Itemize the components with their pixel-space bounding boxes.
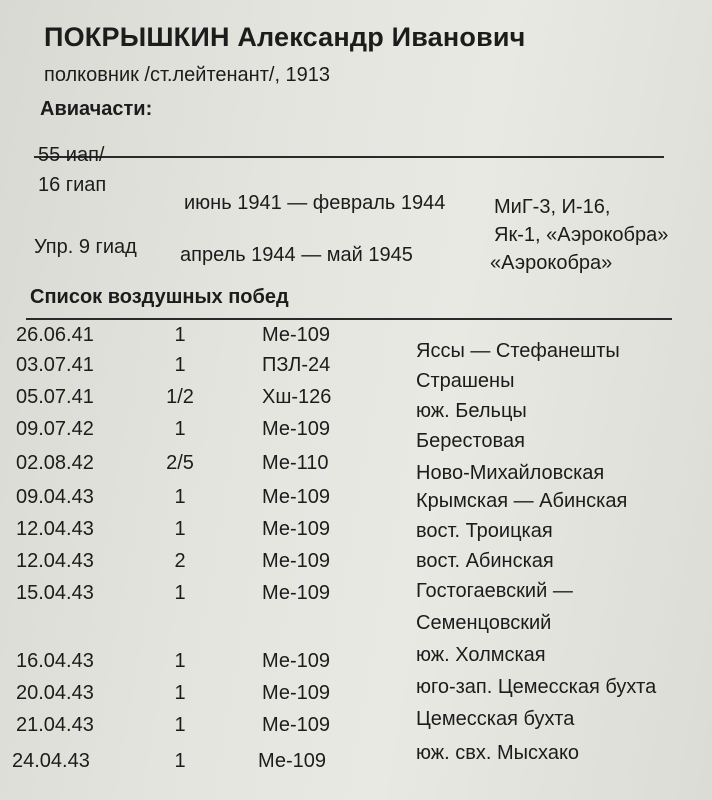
victory-count: 1 — [174, 582, 186, 604]
victory-row — [0, 452, 712, 484]
victory-date: 12.04.43 — [16, 550, 94, 572]
victory-row — [0, 518, 712, 546]
victory-count: 1 — [174, 714, 186, 736]
units-heading: Авиачасти: — [40, 98, 153, 120]
victory-aircraft-type: Ме-109 — [262, 650, 331, 672]
pilot-name: ПОКРЫШКИН Александр Иванович — [44, 22, 526, 52]
victory-date: 21.04.43 — [16, 714, 94, 736]
victory-aircraft-type: Хш-126 — [262, 386, 332, 408]
victory-place: Берестовая — [416, 430, 525, 452]
unit1-line1: 55 иап/ — [38, 144, 105, 166]
victory-row — [0, 582, 712, 642]
victory-place-continued: Семенцовский — [416, 612, 552, 634]
victory-date: 16.04.43 — [16, 650, 94, 672]
victory-place: вост. Абинская — [416, 550, 554, 572]
victory-count: 1 — [174, 682, 186, 704]
victory-count: 1 — [174, 486, 186, 508]
victory-aircraft-type: Ме-110 — [262, 452, 329, 474]
units-divider — [34, 156, 664, 158]
victory-place: юж. Бельцы — [416, 400, 527, 422]
victory-aircraft-type: Ме-109 — [262, 682, 331, 704]
victory-row — [0, 418, 712, 452]
victory-row — [0, 708, 712, 742]
victory-count: 1 — [174, 354, 186, 376]
victory-row — [0, 550, 712, 578]
victory-place: Гостогаевский — — [416, 580, 573, 602]
victory-count: 2/5 — [166, 452, 194, 474]
victory-row — [0, 644, 712, 678]
victory-date: 24.04.43 — [12, 750, 90, 772]
unit2-name: Упр. 9 гиад — [34, 236, 137, 258]
victory-aircraft-type: Ме-109 — [262, 486, 331, 508]
victory-count: 2 — [174, 550, 186, 572]
victory-date: 26.06.41 — [16, 324, 94, 346]
victory-aircraft-type: Ме-109 — [258, 750, 327, 772]
victory-row — [0, 486, 712, 514]
unit1-aircraft-line1: МиГ-3, И-16, — [494, 196, 611, 218]
victory-date: 02.08.42 — [16, 452, 94, 474]
victory-aircraft-type: Ме-109 — [262, 518, 331, 540]
victory-date: 12.04.43 — [16, 518, 94, 540]
pilot-rank-line: полковник /ст.лейтенант/, 1913 — [44, 64, 331, 86]
victory-count: 1/2 — [166, 386, 194, 408]
victory-count: 1 — [174, 518, 186, 540]
victory-count: 1 — [174, 324, 186, 346]
victory-place: Цемесская бухта — [416, 708, 575, 730]
victory-date: 09.04.43 — [16, 486, 94, 508]
victory-place: Страшены — [416, 370, 515, 392]
victory-row — [0, 324, 712, 362]
victory-date: 20.04.43 — [16, 682, 94, 704]
victory-row — [0, 676, 712, 710]
victory-place: юж. свх. Мысхако — [416, 742, 580, 764]
victory-place: юго-зап. Цемесская бухта — [416, 676, 657, 698]
victory-place: Крымская — Абинская — [416, 490, 628, 512]
victory-row — [0, 742, 712, 778]
victory-count: 1 — [174, 650, 186, 672]
victories-heading: Список воздушных побед — [30, 286, 289, 308]
unit2-period: апрель 1944 — май 1945 — [180, 244, 413, 266]
victory-date: 05.07.41 — [16, 386, 94, 408]
victory-count: 1 — [174, 418, 186, 440]
victory-count: 1 — [174, 750, 186, 772]
victory-place: Яссы — Стефанешты — [416, 340, 620, 362]
victory-aircraft-type: Ме-109 — [262, 714, 331, 736]
victory-aircraft-type: Ме-109 — [262, 324, 331, 346]
victories-divider — [26, 318, 672, 320]
victory-date: 15.04.43 — [16, 582, 94, 604]
victory-aircraft-type: ПЗЛ-24 — [262, 354, 331, 376]
unit2-aircraft: «Аэрокобра» — [490, 252, 613, 274]
victory-place: Ново-Михайловская — [416, 462, 605, 484]
victory-date: 09.07.42 — [16, 418, 94, 440]
victory-place: вост. Троицкая — [416, 520, 553, 542]
unit1-line2: 16 гиап — [38, 174, 107, 196]
victory-place: юж. Холмская — [416, 644, 546, 666]
unit1-period: июнь 1941 — февраль 1944 — [184, 192, 446, 214]
victory-row — [0, 354, 712, 392]
victory-aircraft-type: Ме-109 — [262, 550, 331, 572]
victory-aircraft-type: Ме-109 — [262, 582, 331, 604]
victory-row — [0, 386, 712, 422]
unit1-aircraft-line2: Як-1, «Аэрокобра» — [494, 224, 669, 246]
victory-aircraft-type: Ме-109 — [262, 418, 331, 440]
victory-date: 03.07.41 — [16, 354, 94, 376]
